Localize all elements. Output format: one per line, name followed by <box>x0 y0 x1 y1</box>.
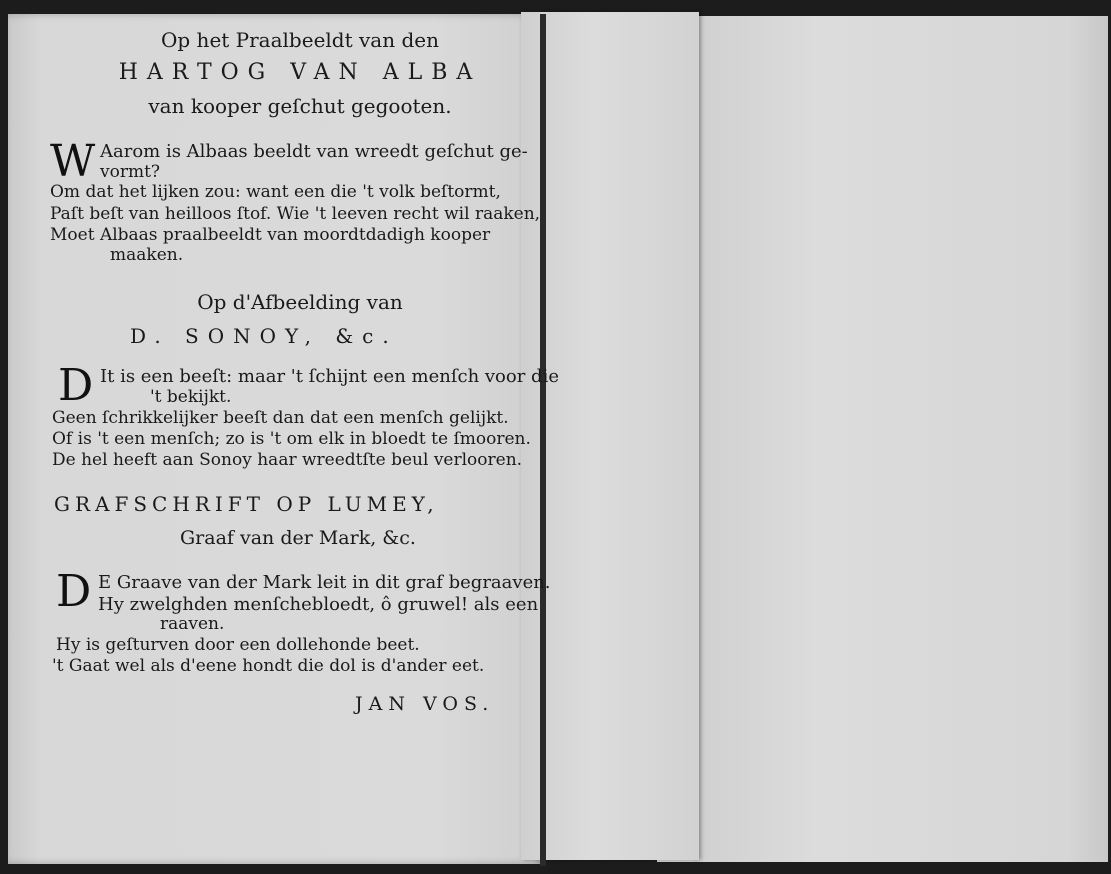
right-page-blank <box>694 16 1108 862</box>
poem2-line: De hel heeft aan Sonoy haar wreedtſte beul verlooren. <box>52 450 523 470</box>
poem2-line: Of is 't een menſch; zo is 't om elk in bloedt te ſmooren. <box>52 429 531 449</box>
signature: JAN VOS. <box>355 693 495 715</box>
poem1-line: Aarom is Albaas beeldt van wreedt geſchut ge- <box>100 141 528 162</box>
poem1-dropcap: W <box>50 136 96 187</box>
poem3-heading-line1: GRAFSCHRIFT OP LUMEY, <box>54 492 439 516</box>
poem3-line: Hy zwelghden menſchebloedt, ô gruwel! als een <box>98 594 539 615</box>
poem2-heading-line1: Op d'Afbeelding van <box>197 290 403 314</box>
book-gutter <box>540 14 546 866</box>
poem3-line: E Graave van der Mark leit in dit graf begraaven. <box>98 572 551 593</box>
poem3-line: Hy is geſturven door een dollehonde beet. <box>56 635 420 655</box>
poem3-dropcap: D <box>56 566 92 617</box>
poem1-line: Paſt beſt van heilloos ſtof. Wie 't leeven recht wil raaken, <box>50 204 541 224</box>
paper-flap <box>521 12 699 860</box>
poem2-line: 't bekijkt. <box>150 387 232 407</box>
poem2-line: It is een beeſt: maar 't ſchijnt een menſch voor die <box>100 366 559 387</box>
poem1-heading-line2: HARTOG VAN ALBA <box>118 60 482 85</box>
poem1-line: Moet Albaas praalbeeldt van moordtdadigh kooper <box>50 225 491 245</box>
poem3-line: 't Gaat wel als d'eene hondt die dol is d'ander eet. <box>52 656 485 676</box>
poem3-line: raaven. <box>160 614 225 634</box>
poem1-line: maaken. <box>110 245 184 265</box>
poem2-line: Geen ſchrikkelijker beeſt dan dat een menſch gelijkt. <box>52 408 509 428</box>
poem2-heading-line2: D. SONOY, &c. <box>130 324 398 348</box>
poem1-line: Om dat het lijken zou: want een die 't volk beſtormt, <box>50 182 501 202</box>
poem1-line: vormt? <box>100 162 161 182</box>
poem3-heading-line2: Graaf van der Mark, &c. <box>180 527 416 549</box>
poem1-heading-line3: van kooper geſchut gegooten. <box>148 94 452 118</box>
poem2-dropcap: D <box>58 360 94 411</box>
poem1-heading-line1: Op het Praalbeeldt van den <box>161 28 439 52</box>
